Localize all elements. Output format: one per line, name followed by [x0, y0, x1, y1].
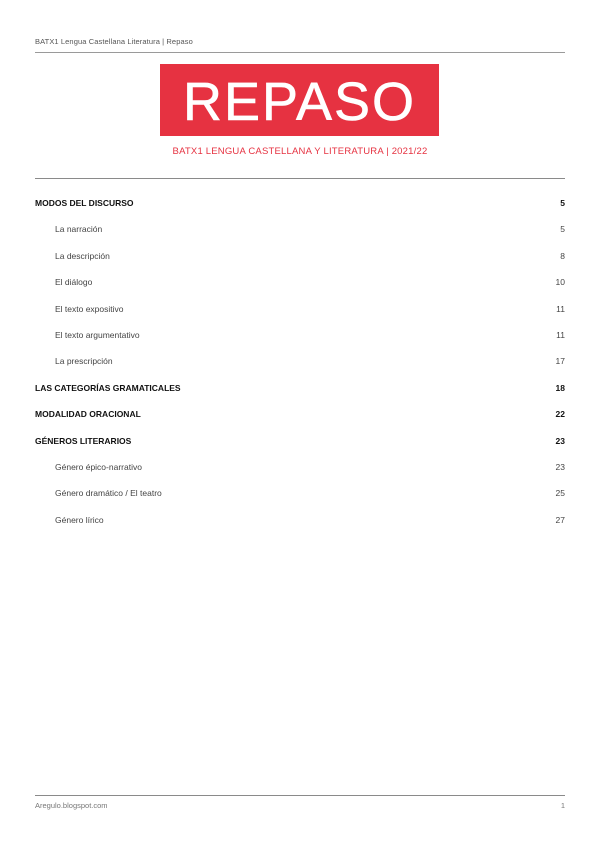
toc-entry-label: La prescripción	[55, 356, 113, 367]
toc-entry-label: GÉNEROS LITERARIOS	[35, 435, 132, 446]
table-of-contents	[35, 190, 565, 533]
toc-entry-genero-lirico[interactable]	[35, 507, 565, 533]
footer-site: Aregulo.blogspot.com	[35, 801, 108, 810]
toc-entry-label: El texto argumentativo	[55, 329, 140, 340]
toc-entry-la-narracion[interactable]	[35, 216, 565, 242]
running-header: BATX1 Lengua Castellana Literatura | Repaso	[35, 37, 193, 46]
toc-entry-el-dialogo[interactable]	[35, 269, 565, 295]
toc-entry-label: El texto expositivo	[55, 303, 124, 314]
banner-title: REPASO	[182, 72, 417, 132]
toc-entry-page: 23	[555, 435, 565, 446]
toc-entry-page: 27	[555, 514, 565, 525]
toc-entry-modos-del-discurso[interactable]	[35, 190, 565, 216]
toc-entry-categorias-gramaticales[interactable]	[35, 375, 565, 401]
toc-entry-page: 18	[555, 382, 565, 393]
toc-entry-label: MODOS DEL DISCURSO	[35, 198, 134, 208]
toc-entry-page: 5	[560, 198, 565, 208]
toc-entry-page: 5	[560, 224, 565, 235]
toc-entry-label: Género dramático / El teatro	[55, 488, 162, 499]
footer-page-number: 1	[560, 801, 565, 810]
toc-entry-la-prescripcion[interactable]	[35, 348, 565, 374]
title-divider	[35, 178, 565, 179]
toc-entry-label: La narración	[55, 224, 103, 235]
toc-entry-label: Género épico-narrativo	[55, 461, 142, 472]
title-banner	[160, 64, 439, 136]
toc-entry-page: 23	[555, 461, 565, 472]
toc-entry-page: 11	[556, 303, 565, 314]
toc-entry-genero-epico-narrativo[interactable]	[35, 454, 565, 480]
toc-entry-page: 22	[555, 409, 565, 420]
toc-entry-label: LAS CATEGORÍAS GRAMATICALES	[35, 382, 181, 393]
toc-entry-label: La descripción	[55, 250, 110, 261]
toc-entry-modalidad-oracional[interactable]	[35, 401, 565, 427]
toc-entry-page: 10	[555, 277, 565, 288]
toc-entry-label: El diálogo	[55, 277, 93, 288]
toc-entry-el-texto-expositivo[interactable]	[35, 296, 565, 322]
toc-entry-label: MODALIDAD ORACIONAL	[35, 409, 141, 420]
toc-entry-el-texto-argumentativo[interactable]	[35, 322, 565, 348]
toc-entry-genero-dramatico[interactable]	[35, 480, 565, 506]
document-subtitle: BATX1 LENGUA CASTELLANA Y LITERATURA | 2021/22	[172, 146, 428, 157]
toc-entry-generos-literarios[interactable]	[35, 428, 565, 454]
toc-entry-page: 17	[555, 356, 565, 367]
toc-entry-la-descripcion[interactable]	[35, 243, 565, 269]
header-divider	[35, 52, 565, 53]
toc-entry-label: Género lírico	[55, 514, 104, 525]
toc-entry-page: 8	[560, 250, 565, 261]
toc-entry-page: 11	[556, 329, 565, 340]
toc-entry-page: 25	[555, 488, 565, 499]
footer-divider	[35, 795, 565, 796]
